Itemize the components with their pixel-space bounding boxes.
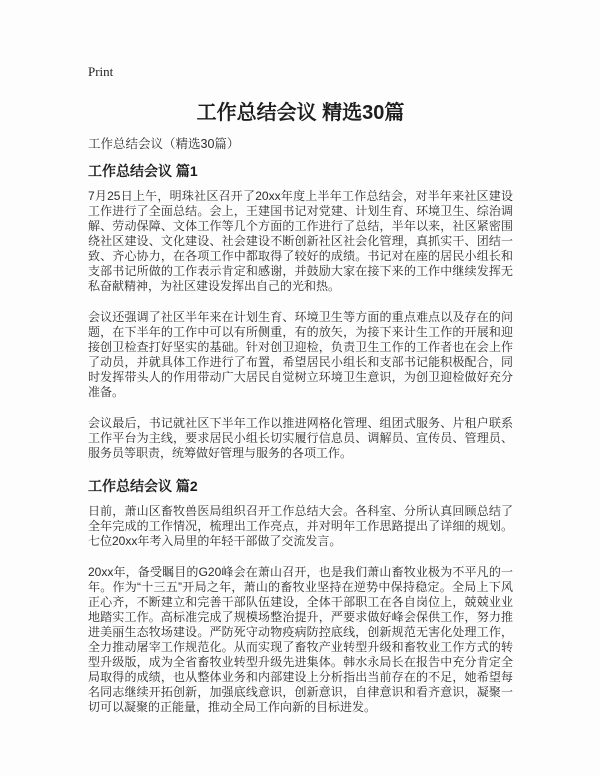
section2-paragraph-1: 日前，萧山区畜牧兽医局组织召开工作总结大会。各科室、分所认真回顾总结了全年完成的工作情况，梳理出工作亮点，并对明年工作思路提出了详细的规划。七位20xx年考入局里的年轻干部做了交流发言。 — [88, 504, 513, 548]
section1-paragraph-1: 7月25日上午，明珠社区召开了20xx年度上半年工作总结会，对半年来社区建设工作进行了全面总结。会上，王建国书记对党建、计划生育、环境卫生、综治调解、劳动保障、文体工作等几个方面的工作进行了总结，半年以来，社区紧密围绕社区建设、文化建设、社会建设不断创新社区社会化管理，真抓实干、团结一致、齐心协力，在各项工作中都取得了较好的成绩。书记对在座的居民小组长和支部书记所做的工作表示肯定和感谢，并鼓励大家在接下来的工作中继续发挥无私奋献精神，为社区建设发挥出自己的光和热。 — [88, 189, 513, 293]
section-heading-2: 工作总结会议 篇2 — [88, 478, 198, 494]
section-heading-1: 工作总结会议 篇1 — [88, 163, 198, 179]
section1-paragraph-3: 会议最后，书记就社区下半年工作以推进网格化管理、组团式服务、片租户联系工作平台为主线，要求居民小组长切实履行信息员、调解员、宣传员、管理员、服务员等职责，统筹做好管理与服务的各项工作。 — [88, 416, 513, 460]
document-subtitle: 工作总结会议（精选30篇） — [88, 137, 240, 151]
section2-paragraph-2: 20xx年，备受瞩目的G20峰会在萧山召开，也是我们萧山畜牧业极为不平凡的一年。作为“十三五”开局之年，萧山的畜牧业坚持在逆势中保持稳定。全局上下风正心齐，不断建立和完善干部队伍建设，全体干部职工在各自岗位上，兢兢业业地踏实工作。高标准完成了规模场整治提升，严要求做好峰会保供工作，努力推进美丽生态牧场建设。严防死守动物疫病防控底线，创新规范无害化处理工作，全力推动屠宰工作规范化。从而实现了畜牧产业转型升级和畜牧业工作方式的转型升级版，成为全省畜牧业转型升级先进集体。韩水永局长在报告中充分肯定全局取得的成绩，也从整体业务和内部建设上分析指出当前存在的不足，她希望每名同志继续开拓创新，加强底线意识，创新意识，自律意识和看齐意识，凝聚一切可以凝聚的正能量，推动全局工作向新的目标进发。 — [88, 565, 513, 714]
section1-paragraph-2: 会议还强调了社区半年来在计划生育、环境卫生等方面的重点难点以及存在的问题，在下半年的工作中可以有所侧重，有的放矢，为接下来计生工作的开展和迎接创卫检查打好坚实的基础。针对创卫迎检，负责卫生工作的工作者也在会上作了动员，并就具体工作进行了布置，希望居民小组长和支部书记能积极配合，同时发挥带头人的作用带动广大居民自觉树立环境卫生意识，为创卫迎检做好充分准备。 — [88, 310, 513, 399]
page-title: 工作总结会议 精选30篇 — [196, 102, 405, 124]
print-link[interactable]: Print — [88, 64, 114, 79]
